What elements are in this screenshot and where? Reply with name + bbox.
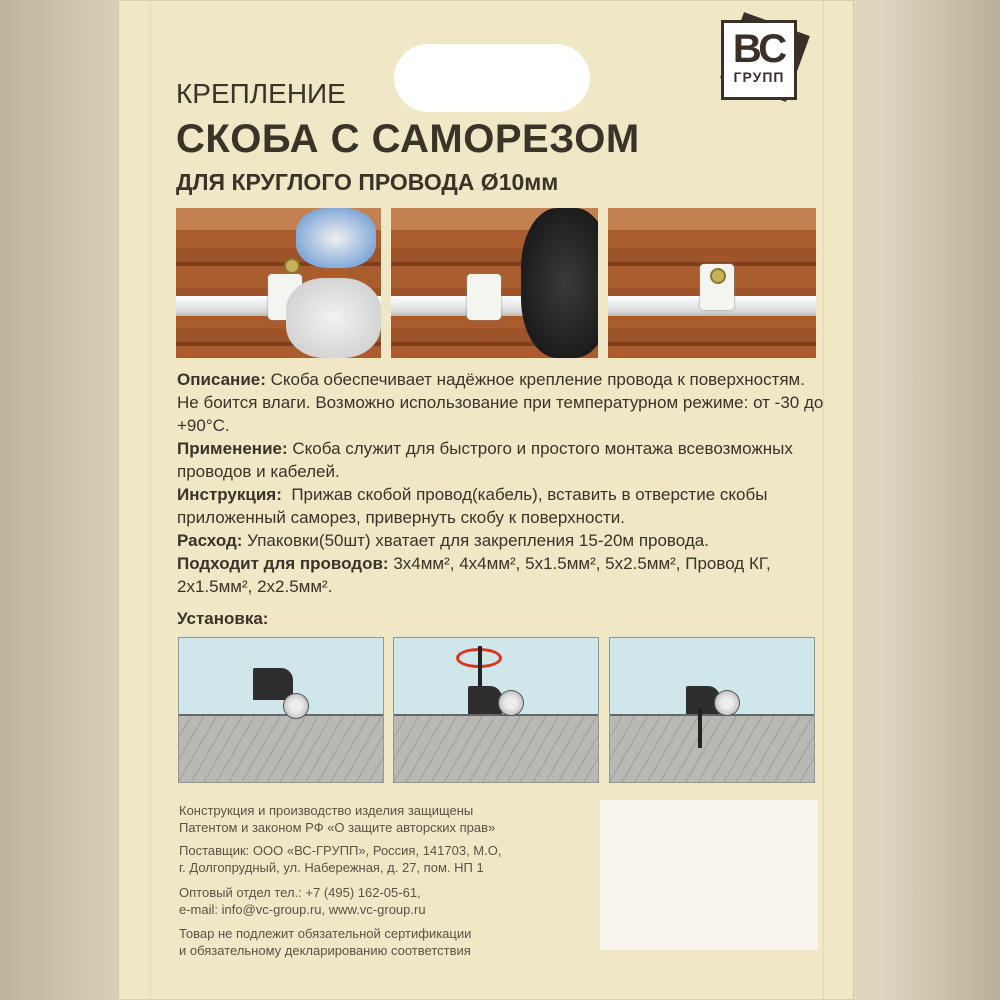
contact-line-2: e-mail: info@vc-group.ru, www.vc-group.ru [179, 902, 426, 917]
supplier-line-1: Поставщик: ООО «ВС-ГРУПП», Россия, 141703, М.О, [179, 843, 502, 858]
hang-hole [394, 44, 590, 112]
patent-line-2: Патентом и законом РФ «О защите авторских прав» [179, 820, 496, 835]
label-area [600, 800, 818, 950]
compatible-paragraph [177, 552, 825, 598]
patent-note [179, 802, 495, 836]
supplier-line-2: г. Долгопрудный, ул. Набережная, д. 27, пом. НП 1 [179, 860, 484, 875]
certification-note [179, 925, 471, 959]
instruction-paragraph [177, 483, 825, 529]
logo-line2: ГРУПП [733, 69, 785, 85]
diagram-step-1 [178, 637, 384, 783]
podhodit-label: Подходит для проводов: [177, 554, 389, 573]
diagram-step-2 [393, 637, 599, 783]
contact-info [179, 884, 426, 918]
category-label: КРЕПЛЕНИЕ [176, 78, 346, 109]
consumption-paragraph [177, 529, 825, 552]
rashod-label: Расход: [177, 531, 243, 550]
brand-logo [721, 20, 797, 100]
photo-step-2 [391, 208, 598, 358]
primenenie-label: Применение: [177, 439, 288, 458]
photo-step-1 [176, 208, 381, 358]
cert-line-1: Товар не подлежит обязательной сертификации [179, 926, 472, 941]
primenenie-text: Скоба служит для быстрого и простого монтажа всевозможных проводов и кабелей. [177, 439, 793, 481]
logo-line1: ВС [732, 27, 786, 71]
product-subtitle: ДЛЯ КРУГЛОГО ПРОВОДА Ø10мм [176, 169, 559, 195]
patent-line-1: Конструкция и производство изделия защищены [179, 803, 474, 818]
photo-step-3 [608, 208, 816, 358]
podhodit-text: 3х4мм², 4х4мм², 5х1.5мм², 5х2.5мм², Провод КГ, 2х1.5мм², 2х2.5мм². [177, 554, 771, 596]
instrukciya-text: Прижав скобой провод(кабель), вставить в отверстие скобы приложенный саморез, привернуть скобу к поверхности. [177, 485, 773, 527]
diagram-step-3 [609, 637, 815, 783]
opisanie-text: Скоба обеспечивает надёжное крепление провода к поверхностям. Не боится влаги. Возможно использование при температурном режиме: от -30 до +90°С. [177, 370, 824, 435]
description-paragraph [177, 368, 825, 437]
supplier-info [179, 842, 501, 876]
contact-line-1: Оптовый отдел тел.: +7 (495) 162-05-61, [179, 885, 421, 900]
description-block [177, 368, 825, 630]
installation-heading: Установка: [177, 609, 269, 628]
cert-line-2: и обязательному декларированию соответствия [179, 943, 471, 958]
product-title: СКОБА С САМОРЕЗОМ [176, 117, 640, 161]
instrukciya-label: Инструкция: [177, 485, 282, 504]
opisanie-label: Описание: [177, 370, 266, 389]
rashod-text: Упаковки(50шт) хватает для закрепления 15-20м провода. [242, 531, 709, 550]
application-paragraph [177, 437, 825, 483]
